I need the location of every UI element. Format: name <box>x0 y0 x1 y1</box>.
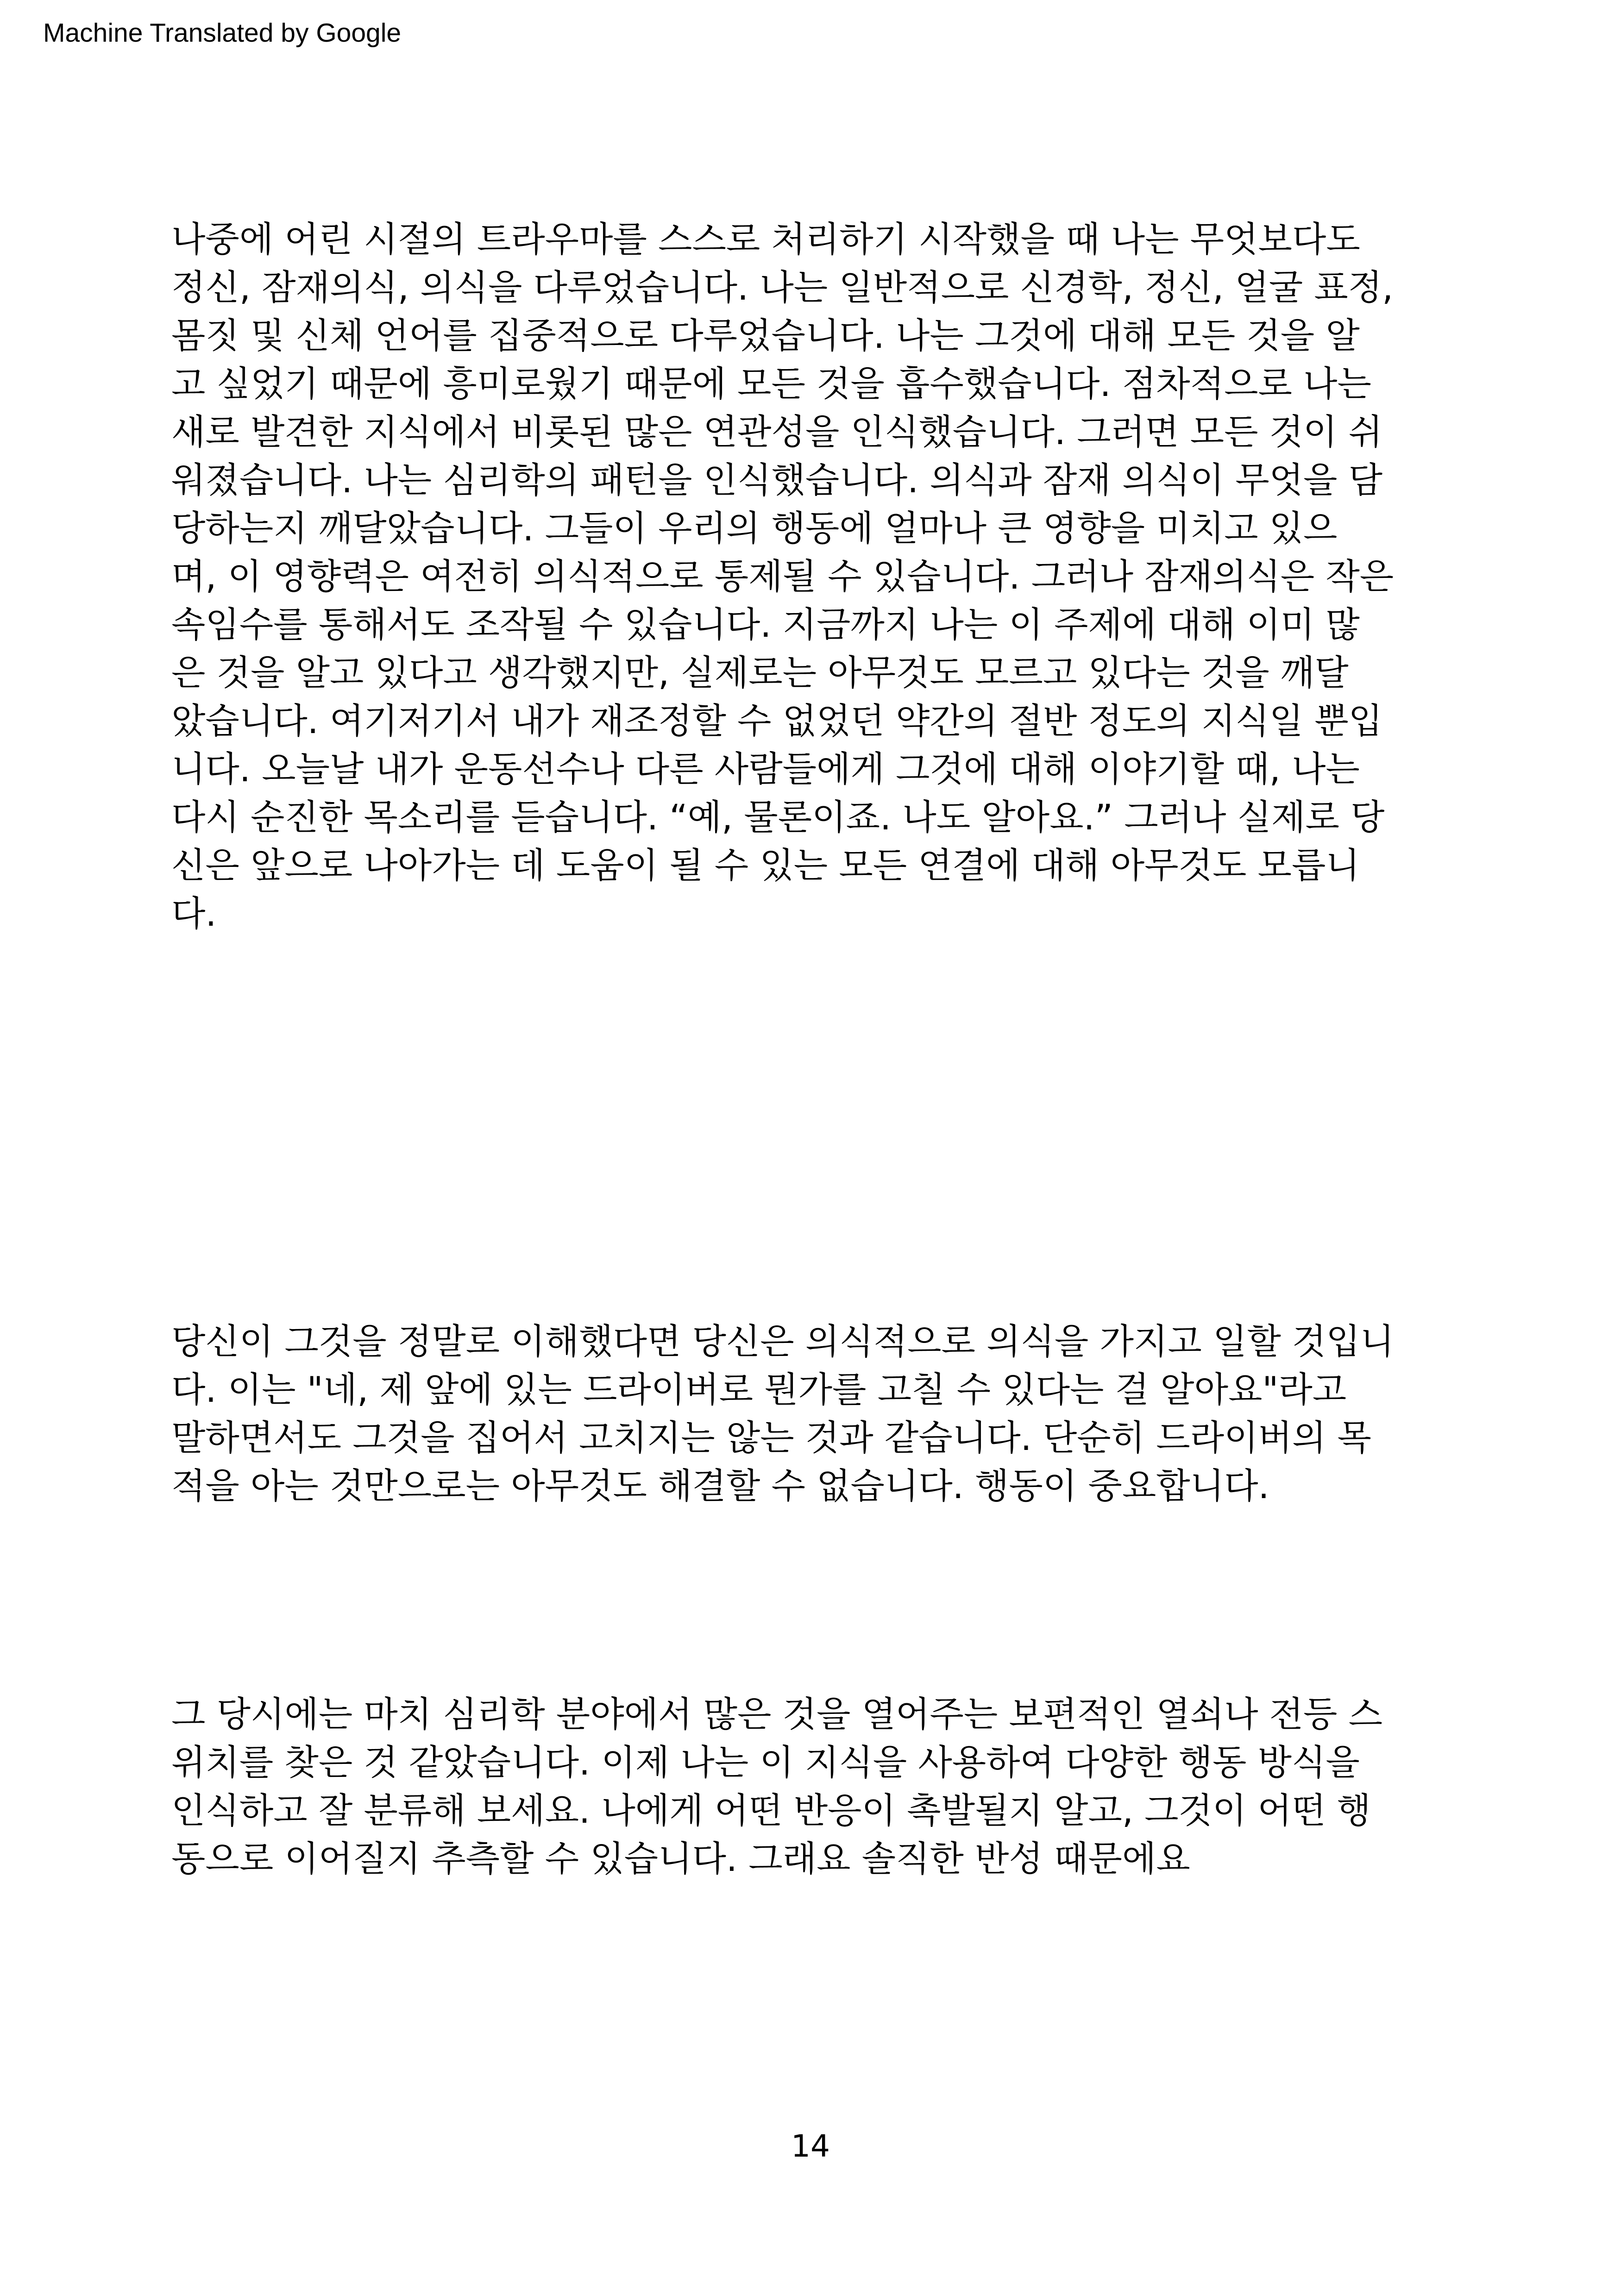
text-line: 위치를 찾은 것 같았습니다. 이제 나는 이 지식을 사용하여 다양한 행동 방식을 <box>171 1742 1360 1783</box>
text-line: 동으로 이어질지 추측할 수 있습니다. 그래요 솔직한 반성 때문에요 <box>171 1838 1190 1879</box>
text-line: 고 싶었기 때문에 흥미로웠기 때문에 모든 것을 흡수했습니다. 점차적으로 나는 <box>171 363 1371 404</box>
text-line: 신은 앞으로 나아가는 데 도움이 될 수 있는 모든 연결에 대해 아무것도 모릅니 <box>171 845 1360 886</box>
text-line: 워졌습니다. 나는 심리학의 패턴을 인식했습니다. 의식과 잠재 의식이 무엇을 담 <box>171 459 1383 501</box>
text-line: 당하는지 깨달았습니다. 그들이 우리의 행동에 얼마나 큰 영향을 미치고 있으 <box>171 508 1338 549</box>
text-line: 그 당시에는 마치 심리학 분야에서 많은 것을 열어주는 보편적인 열쇠나 전등 스 <box>171 1694 1383 1735</box>
paragraph-2 <box>171 1317 1450 1510</box>
text-line: 나중에 어린 시절의 트라우마를 스스로 처리하기 시작했을 때 나는 무엇보다도 <box>171 219 1360 260</box>
text-line: 다. 이는 "네, 제 앞에 있는 드라이버로 뭔가를 고칠 수 있다는 걸 알아요"라고 <box>171 1369 1347 1410</box>
paragraph-1 <box>171 215 1450 938</box>
page-number: 14 <box>791 2128 830 2164</box>
text-line: 적을 아는 것만으로는 아무것도 해결할 수 없습니다. 행동이 중요합니다. <box>171 1465 1269 1506</box>
paragraph-3 <box>171 1690 1450 1883</box>
text-line: 니다. 오늘날 내가 운동선수나 다른 사람들에게 그것에 대해 이야기할 때, 나는 <box>171 748 1360 790</box>
text-line: 은 것을 알고 있다고 생각했지만, 실제로는 아무것도 모르고 있다는 것을 깨달 <box>171 652 1349 693</box>
text-line: 당신이 그것을 정말로 이해했다면 당신은 의식적으로 의식을 가지고 일할 것입니 <box>171 1321 1395 1362</box>
text-line: 다. <box>171 893 217 934</box>
text-line: 인식하고 잘 분류해 보세요. 나에게 어떤 반응이 촉발될지 알고, 그것이 어떤 행 <box>171 1790 1371 1831</box>
text-line: 다시 순진한 목소리를 듣습니다. “예, 물론이죠. 나도 알아요.” 그러나 실제로 당 <box>171 797 1385 838</box>
machine-translation-note: Machine Translated by Google <box>43 18 402 48</box>
text-line: 았습니다. 여기저기서 내가 재조정할 수 없었던 약간의 절반 정도의 지식일 뿐입 <box>171 700 1383 741</box>
text-line: 속임수를 통해서도 조작될 수 있습니다. 지금까지 나는 이 주제에 대해 이미 많 <box>171 604 1360 645</box>
text-line: 며, 이 영향력은 여전히 의식적으로 통제될 수 있습니다. 그러나 잠재의식은 작은 <box>171 556 1394 597</box>
text-line: 정신, 잠재의식, 의식을 다루었습니다. 나는 일반적으로 신경학, 정신, 얼굴 표정, <box>171 267 1394 308</box>
text-line: 몸짓 및 신체 언어를 집중적으로 다루었습니다. 나는 그것에 대해 모든 것을 알 <box>171 315 1360 356</box>
text-line: 말하면서도 그것을 집어서 고치지는 않는 것과 같습니다. 단순히 드라이버의 목 <box>171 1417 1371 1458</box>
text-line: 새로 발견한 지식에서 비롯된 많은 연관성을 인식했습니다. 그러면 모든 것이 쉬 <box>171 411 1383 452</box>
